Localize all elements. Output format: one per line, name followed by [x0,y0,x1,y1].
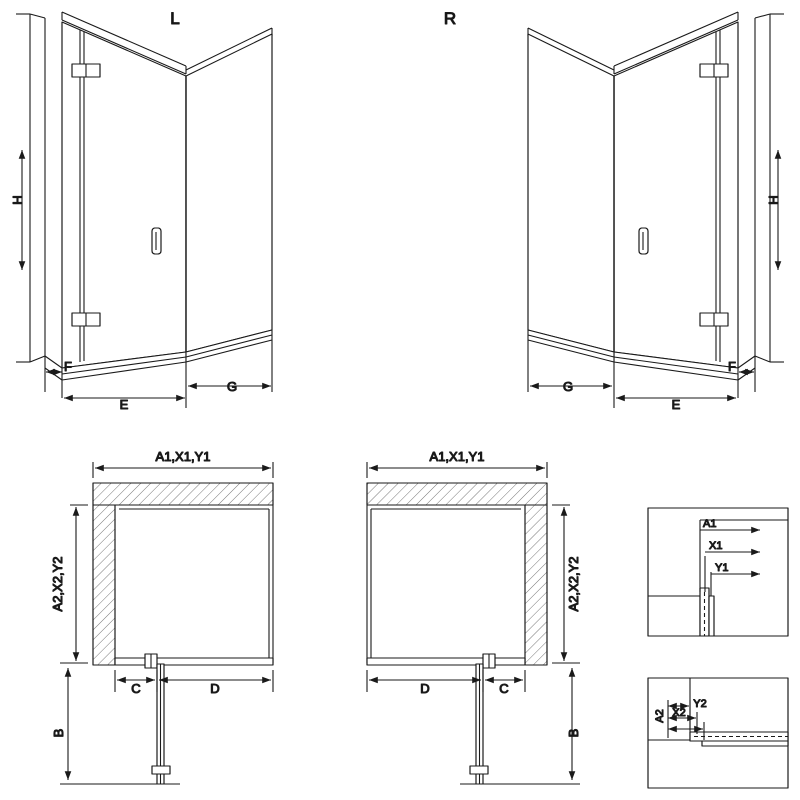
plan-right-dim-C: C [499,681,509,696]
iso-left-dim-G: G [226,379,238,394]
plan-right-dim-side: A2,X2,Y2 [566,556,581,612]
plan-left-dim-C: C [131,681,141,696]
iso-right-dim-F: F [728,359,736,374]
detail-top-dim-Y1: Y1 [715,562,729,574]
plan-view-right [367,462,580,784]
iso-right-dim-E: E [671,397,681,412]
plan-view-left [60,462,273,784]
plan-left-dim-top: A1,X1,Y1 [155,449,211,464]
iso-left-title: L [170,9,180,28]
iso-view-left [16,12,272,408]
detail-bottom-dim-X2: X2 [672,707,686,719]
plan-left-dim-B: B [51,728,66,738]
detail-top-dim-X1: X1 [709,540,723,552]
detail-top-dim-A1: A1 [703,518,717,530]
detail-view-bottom [648,678,788,788]
iso-right-dim-G: G [562,379,574,394]
plan-right-dim-D: D [420,681,430,696]
detail-bottom-dim-Y2: Y2 [693,698,707,710]
iso-left-dim-E: E [119,397,129,412]
plan-right-dim-top: A1,X1,Y1 [429,449,485,464]
iso-right-dim-H: H [766,195,781,205]
iso-right-title: R [443,9,457,28]
iso-view-right [528,12,784,408]
iso-left-dim-F: F [64,359,72,374]
detail-bottom-dim-A2: A2 [654,709,666,723]
plan-left-dim-side: A2,X2,Y2 [50,556,65,612]
plan-left-dim-D: D [210,681,220,696]
iso-left-dim-H: H [10,195,25,205]
plan-right-dim-B: B [566,728,581,738]
